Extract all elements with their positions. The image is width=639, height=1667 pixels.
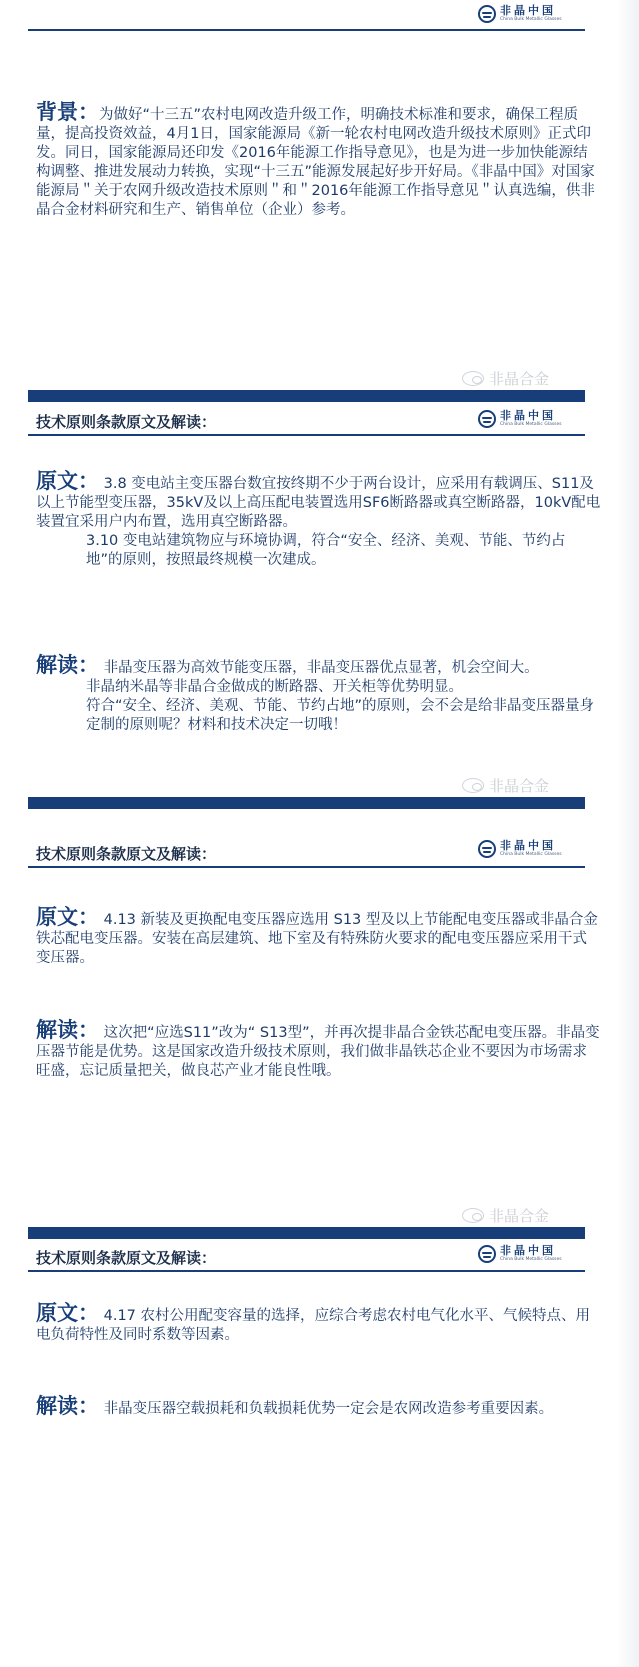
interpretation-text: 非晶纳米晶等非晶合金做成的断路器、开关柜等优势明显。: [86, 679, 463, 695]
brand-name-cn: 非晶中国: [500, 409, 556, 423]
watermark-text: 非晶合金: [489, 370, 550, 388]
brand-name-en: China Bulk Metallic Glasses: [500, 852, 562, 858]
background-lead: 背景：: [36, 100, 99, 124]
original-text: 4.17 农村公用配变容量的选择，应综合考虑农村电气化水平、气候特点、用电负荷特性及同时系数等因素。: [36, 1308, 591, 1343]
page-edge-shade: [617, 0, 639, 1667]
brand-name-en: China Bulk Metallic Glasses: [500, 1257, 562, 1263]
original-lead: 原文：: [36, 469, 99, 493]
interpretation-lead: 解读：: [36, 653, 99, 677]
section-title: 技术原则条款原文及解读：: [36, 1249, 217, 1267]
wechat-icon: [462, 1208, 484, 1223]
brand-name-cn: 非晶中国: [500, 839, 556, 853]
section-band: [28, 390, 585, 402]
background-paragraph: [36, 100, 601, 220]
header-divider: [28, 29, 585, 31]
wechat-icon: [462, 371, 484, 386]
watermark-text: 非晶合金: [489, 1207, 550, 1225]
section-title: 技术原则条款原文及解读：: [36, 413, 217, 431]
wechat-icon: [462, 778, 484, 793]
original-text: 3.10 变电站建筑物应与环境协调，符合“安全、经济、美观、节能、节约占地”的原则，按照最终规模一次建成。: [86, 533, 566, 568]
interpretation-text: 符合“安全、经济、美观、节能、节约占地”的原则，会不会是给非晶变压器量身定制的原则呢？材料和技术决定一切哦！: [86, 698, 595, 733]
interpretation-text: 非晶变压器空载损耗和负载损耗优势一定会是农网改造参考重要因素。: [103, 1401, 554, 1417]
brand-logo: [478, 1245, 562, 1263]
interpretation-text: 这次把“应选S11”改为“ S13型”，并再次提非晶合金铁芯配电变压器。非晶变压器节能是优势。这是国家改造升级技术原则，我们做非晶铁芯企业不要因为市场需求旺盛，忘记质量把关，做良芯产业才能良性哦。: [36, 1025, 600, 1079]
original-text: 4.13 新装及更换配电变压器应选用 S13 型及以上节能配电变压器或非晶合金铁芯配电变压器。安装在高层建筑、地下室及有特殊防火要求的配电变压器应采用干式变压器。: [36, 912, 598, 966]
original-paragraph: [36, 905, 601, 968]
brand-logo: [478, 840, 562, 858]
interpretation-lead: 解读：: [36, 1018, 99, 1042]
section-title: 技术原则条款原文及解读：: [36, 845, 217, 863]
section-band: [28, 797, 585, 809]
section-band: [28, 1227, 585, 1239]
header-divider: [28, 866, 585, 868]
interpretation-paragraph: [36, 1394, 601, 1419]
header-divider: [28, 1270, 585, 1272]
original-text: 3.8 变电站主变压器台数宜按终期不少于两台设计，应采用有载调压、S11及以上节能型变压器，35kV及以上高压配电装置选用SF6断路器或真空断路器，10kV配电装置宜采用户内布置，选用真空断路器。: [36, 476, 601, 530]
background-text: 为做好“十三五”农村电网改造升级工作，明确技术标准和要求，确保工程质量，提高投资效益，4月1日，国家能源局《新一轮农村电网改造升级技术原则》正式印发。同日，国家能源局还印发《2016年能源工作指导意见》，也是为进一步加快能源结构调整、推进发展动力转换，实现“十三五”能源发展起好步开好局。《非晶中国》对国家能源局＂关于农网升级改造技术原则＂和＂2016年能源工作指导意见＂认真选编，供非晶合金材料研究和生产、销售单位（企业）参考。: [36, 107, 595, 218]
original-paragraph: [36, 469, 601, 570]
watermark: [462, 1205, 549, 1226]
brand-name-en: China Bulk Metallic Glasses: [500, 422, 562, 428]
brand-logo: [478, 5, 562, 23]
interpretation-paragraph: [36, 653, 601, 735]
brand-logo-icon: [478, 1245, 496, 1263]
brand-logo-icon: [478, 5, 496, 23]
brand-logo-icon: [478, 840, 496, 858]
original-paragraph: [36, 1301, 601, 1345]
original-lead: 原文：: [36, 905, 99, 929]
brand-name-en: China Bulk Metallic Glasses: [500, 17, 562, 23]
watermark: [462, 368, 549, 389]
watermark: [462, 775, 549, 796]
interpretation-text: 非晶变压器为高效节能变压器，非晶变压器优点显著，机会空间大。: [103, 660, 539, 676]
header-divider: [28, 434, 585, 436]
watermark-text: 非晶合金: [489, 777, 550, 795]
brand-logo: [478, 410, 562, 428]
brand-logo-icon: [478, 410, 496, 428]
brand-name-cn: 非晶中国: [500, 4, 556, 18]
brand-name-cn: 非晶中国: [500, 1244, 556, 1258]
original-lead: 原文：: [36, 1301, 99, 1325]
interpretation-paragraph: [36, 1018, 601, 1081]
interpretation-lead: 解读：: [36, 1394, 99, 1418]
